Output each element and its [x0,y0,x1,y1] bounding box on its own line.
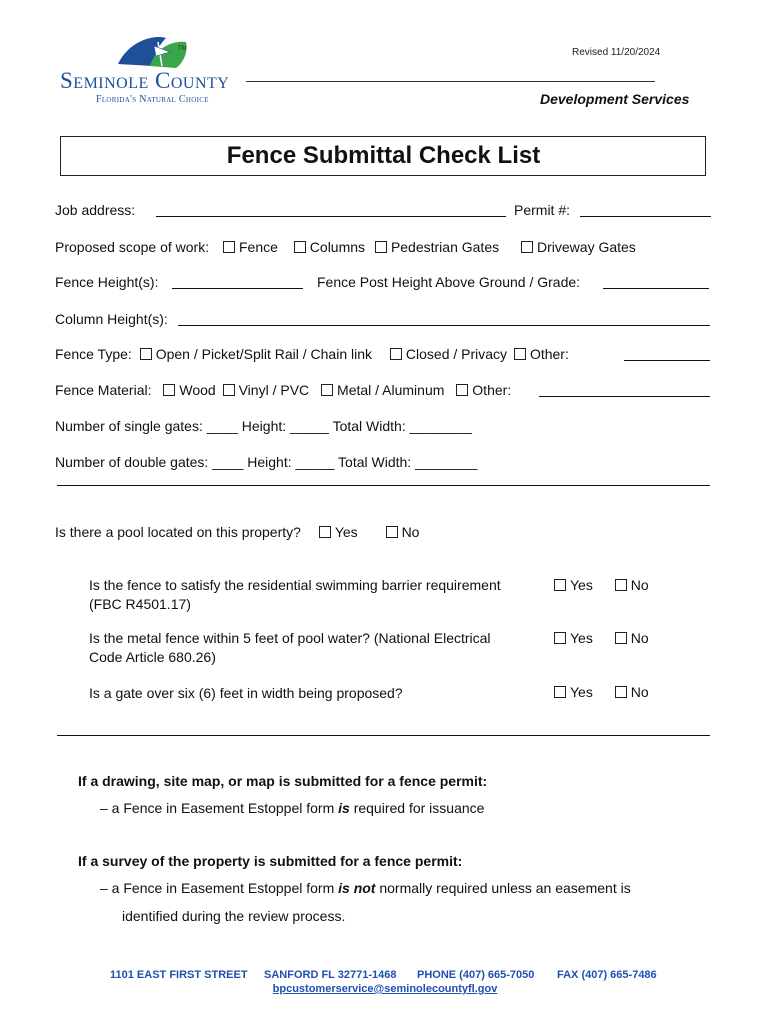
scope-fence-checkbox[interactable] [223,241,235,253]
metal-fence-no-label: No [630,630,649,646]
barrier-answer [554,577,649,593]
metal-fence-yes-checkbox[interactable] [554,632,566,644]
barrier-yes-label: Yes [570,577,593,593]
metal-fence-answer [554,630,649,646]
survey-heading: If a survey of the property is submitted for a fence permit: [78,853,463,869]
gate-width-question: Is a gate over six (6) feet in width being proposed? [89,685,403,701]
material-wood-label: Wood [179,382,216,398]
fence-material-row [55,382,511,398]
logo-wordmark: Seminole County [60,68,230,93]
drawing-note-pre: – a Fence in Easement Estoppel form [100,800,339,816]
job-address-row [55,202,135,218]
fence-type-other-checkbox[interactable] [514,348,526,360]
fence-type-closed-checkbox[interactable] [390,348,402,360]
drawing-heading: If a drawing, site map, or map is submitted for a fence permit: [78,773,488,789]
fence-height-label: Fence Height(s): [55,274,159,290]
pool-question: Is there a pool located on this property? [55,524,301,540]
header-divider [246,81,655,82]
footer-phone: PHONE (407) 665-7050 [417,969,535,981]
revised-date: Revised 11/20/2024 [572,47,661,58]
fence-type-other-field[interactable] [624,360,710,361]
scope-fence-label: Fence [238,239,278,255]
gate-width-no-checkbox[interactable] [615,686,627,698]
scope-driveway-gates-checkbox[interactable] [521,241,533,253]
barrier-no-label: No [630,577,649,593]
gate-width-yes-checkbox[interactable] [554,686,566,698]
scope-label: Proposed scope of work: [55,239,210,255]
permit-number-field[interactable] [580,216,711,217]
job-address-label: Job address: [55,202,136,218]
metal-fence-yes-label: Yes [570,630,593,646]
job-address-field[interactable] [156,216,506,217]
drawing-note [100,800,484,816]
material-vinyl-label: Vinyl / PVC [238,382,310,398]
column-height-field[interactable] [178,325,710,326]
fence-type-closed-label: Closed / Privacy [405,346,508,362]
barrier-yes-checkbox[interactable] [554,579,566,591]
metal-fence-no-checkbox[interactable] [615,632,627,644]
metal-fence-question-line2: Code Article 680.26) [89,649,216,665]
pool-no-label: No [401,524,420,540]
material-wood-checkbox[interactable] [163,384,175,396]
gate-width-yes-label: Yes [570,684,593,700]
footer-fax: FAX (407) 665-7486 [557,969,657,981]
column-height-label: Column Height(s): [55,311,168,327]
fence-type-open-label: Open / Picket/Split Rail / Chain link [155,346,373,362]
post-height-field[interactable] [603,288,709,289]
drawing-note-emphasis: is [338,800,350,816]
metal-fence-question [89,629,539,667]
barrier-question-line1: Is the fence to satisfy the residential swimming barrier requirement [89,577,501,593]
fence-type-open-checkbox[interactable] [140,348,152,360]
fence-type-label: Fence Type: [55,346,132,362]
footer-email-link[interactable]: bpcustomerservice@seminolecountyfl.gov [272,983,498,995]
permit-label: Permit #: [514,202,571,218]
post-height-label: Fence Post Height Above Ground / Grade: [317,274,581,290]
single-gates-row[interactable]: Number of single gates: ____ Height: _____ Total Width: ________ [55,418,472,434]
material-other-label: Other: [472,382,512,398]
scope-pedestrian-gates-label: Pedestrian Gates [390,239,500,255]
section-divider-2 [57,735,710,736]
pool-question-row [55,524,419,540]
drawing-note-post: required for issuance [349,800,485,816]
fence-type-row [55,346,569,362]
pool-yes-label: Yes [334,524,358,540]
pool-yes-checkbox[interactable] [319,526,331,538]
material-vinyl-checkbox[interactable] [223,384,235,396]
material-other-checkbox[interactable] [456,384,468,396]
footer-city: SANFORD FL 32771-1468 [264,969,397,981]
barrier-question-line2: (FBC R4501.17) [89,596,191,612]
scope-row [55,239,636,255]
scope-columns-checkbox[interactable] [294,241,306,253]
material-metal-label: Metal / Aluminum [337,382,445,398]
section-divider [57,485,710,486]
double-gates-row[interactable]: Number of double gates: ____ Height: _____ Total Width: ________ [55,454,478,470]
pool-no-checkbox[interactable] [386,526,398,538]
logo-tagline: Florida's Natural Choice [96,94,209,105]
scope-driveway-gates-label: Driveway Gates [537,239,636,255]
fence-type-other-label: Other: [529,346,569,362]
material-metal-checkbox[interactable] [321,384,333,396]
barrier-no-checkbox[interactable] [615,579,627,591]
gate-width-answer [554,684,649,700]
survey-note [100,880,631,896]
survey-note-post: normally required unless an easement is [375,880,631,896]
survey-note-line2: identified during the review process. [122,908,346,924]
metal-fence-question-line1: Is the metal fence within 5 feet of pool water? (National Electrical [89,630,491,646]
footer-address: 1101 EAST FIRST STREET [110,969,248,981]
department-name: Development Services [540,91,690,107]
gate-width-no-label: No [630,684,649,700]
scope-pedestrian-gates-checkbox[interactable] [375,241,387,253]
fence-height-field[interactable] [172,288,303,289]
scope-columns-label: Columns [309,239,366,255]
barrier-question [89,576,539,614]
page-title: Fence Submittal Check List [226,142,541,169]
survey-note-emphasis: is not [338,880,376,896]
material-other-field[interactable] [539,396,710,397]
survey-note-pre: – a Fence in Easement Estoppel form [100,880,339,896]
fence-material-label: Fence Material: [55,382,152,398]
trademark-mark: TM [178,46,187,52]
